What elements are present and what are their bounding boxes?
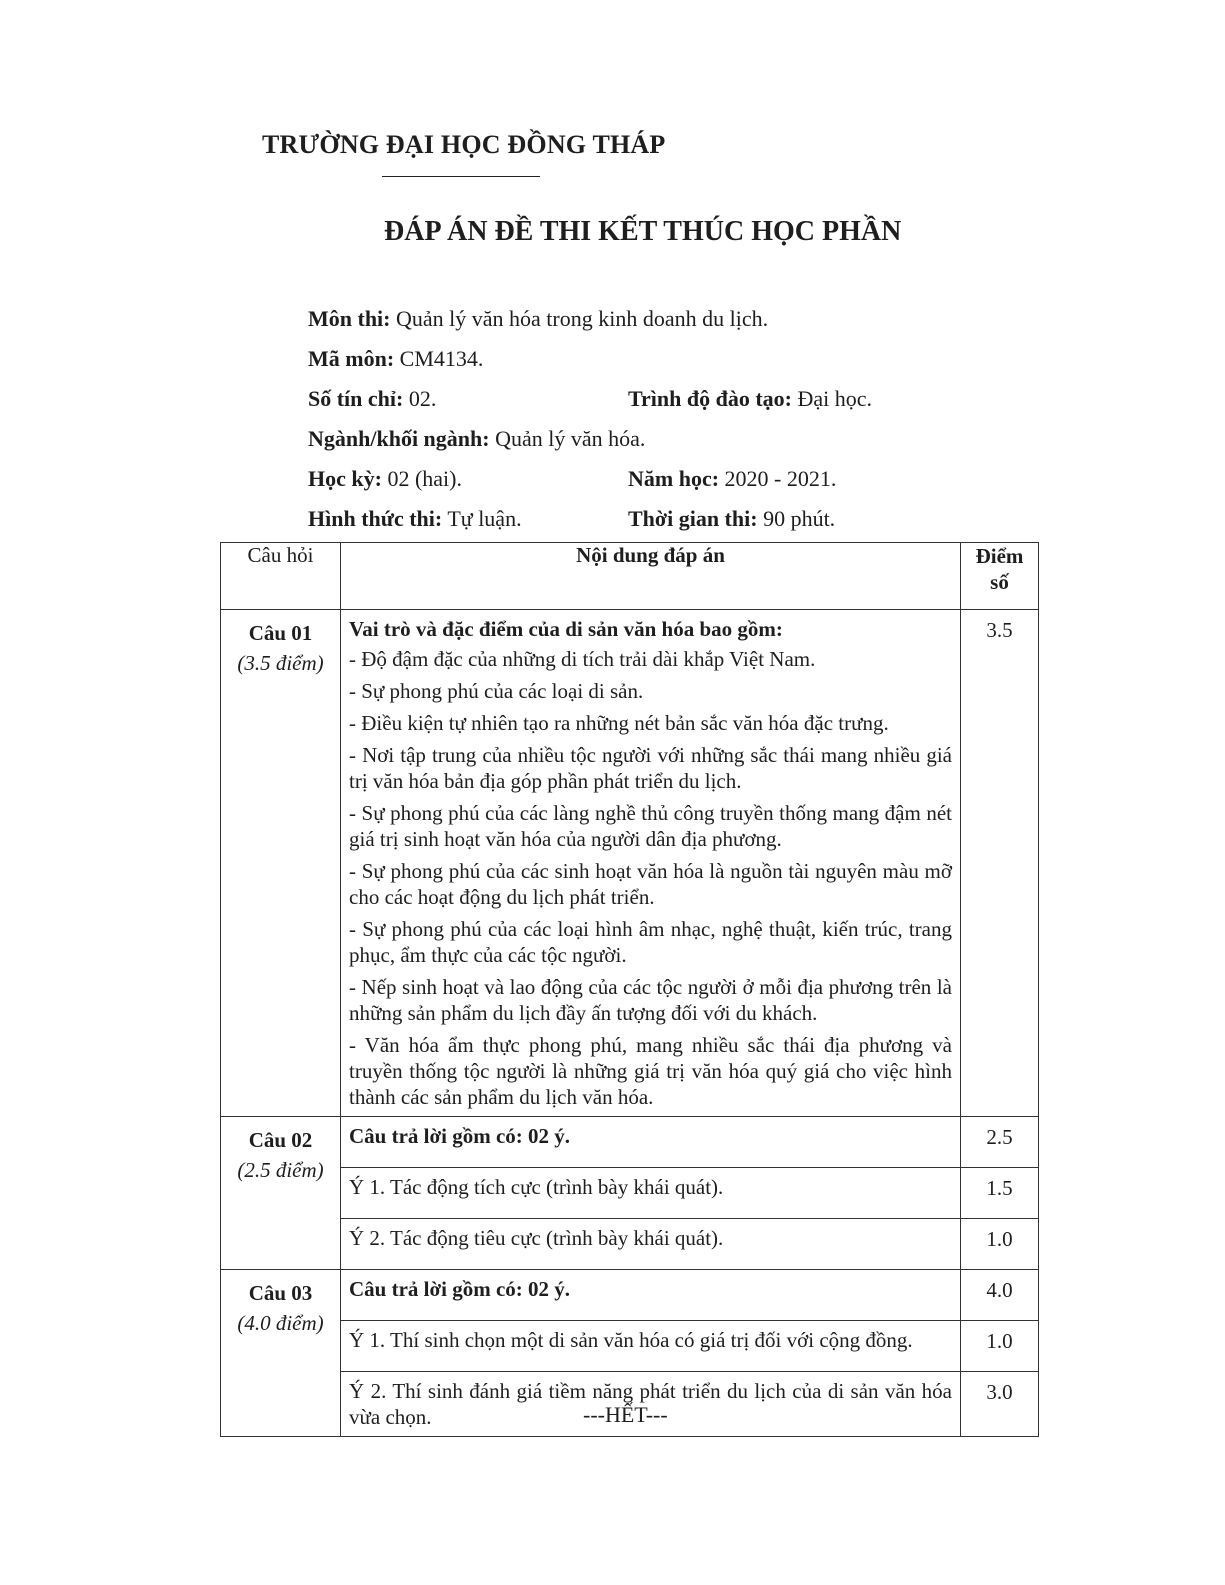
question-2-y2-row: [221, 1219, 1039, 1270]
question-2-score: 2.5: [961, 1117, 1039, 1168]
duration-label: Thời gian thi:: [628, 506, 758, 531]
header-score-line1: Điểm: [975, 544, 1024, 568]
question-1-item: - Điều kiện tự nhiên tạo ra những nét bản sắc văn hóa đặc trưng.: [349, 711, 889, 735]
question-3-cell: [221, 1270, 341, 1437]
question-3-lead-row: [221, 1270, 1039, 1321]
question-3-y2: Ý 2. Thí sinh đánh giá tiềm năng phát triển du lịch của di sản văn hóa vừa chọn.: [341, 1372, 961, 1437]
question-1-points: (3.5 điểm): [237, 651, 324, 675]
major-value: Quản lý văn hóa.: [489, 426, 646, 451]
question-2-y1-score: 1.5: [961, 1168, 1039, 1219]
major-label: Ngành/khối ngành:: [308, 426, 490, 451]
header-question: Câu hỏi: [221, 543, 341, 610]
question-3-y1-row: [221, 1321, 1039, 1372]
question-1-item: - Sự phong phú của các sinh hoạt văn hóa là nguồn tài nguyên màu mỡ cho các hoạt động du lịch phát triển.: [349, 859, 952, 909]
question-3-y2-score: 3.0: [961, 1372, 1039, 1437]
question-1-row: [221, 610, 1039, 1117]
course-code-value: CM4134.: [394, 346, 484, 371]
level-label: Trình độ đào tạo:: [628, 386, 793, 411]
semester-label: Học kỳ:: [308, 466, 382, 491]
info-course-code: [308, 346, 483, 372]
school-year-label: Năm học:: [628, 466, 720, 491]
question-1-item: - Sự phong phú của các loại hình âm nhạc, nghệ thuật, kiến trúc, trang phục, ẩm thực của các tộc người.: [349, 917, 952, 967]
level-value: Đại học.: [792, 386, 873, 411]
info-level: [628, 386, 872, 412]
question-2-y2-score: 1.0: [961, 1219, 1039, 1270]
school-underline: [382, 176, 540, 177]
question-3-y1: Ý 1. Thí sinh chọn một di sản văn hóa có giá trị đối với cộng đồng.: [341, 1321, 961, 1372]
end-marker: ---HẾT---: [583, 1402, 668, 1427]
question-1-cell: [221, 610, 341, 1117]
exam-format-label: Hình thức thi:: [308, 506, 443, 531]
header-content: Nội dung đáp án: [341, 543, 961, 610]
course-code-label: Mã môn:: [308, 346, 395, 371]
document-title: ĐÁP ÁN ĐỀ THI KẾT THÚC HỌC PHẦN: [384, 216, 902, 247]
question-1-lead: Vai trò và đặc điểm của di sản văn hóa bao gồm:: [349, 617, 783, 641]
question-2-lead-row: [221, 1117, 1039, 1168]
school-year-value: 2020 - 2021.: [719, 466, 837, 491]
header-score-line2: số: [990, 570, 1009, 594]
question-3-lead: [341, 1270, 961, 1321]
duration-value: 90 phút.: [757, 506, 836, 531]
question-2-lead: [341, 1117, 961, 1168]
question-1-item: - Nếp sinh hoạt và lao động của các tộc người ở mỗi địa phương trên là những sản phẩm du lịch đầy ấn tượng đối với du khách.: [349, 975, 952, 1025]
info-credits: [308, 386, 873, 412]
question-3-name: Câu 03: [248, 1281, 313, 1305]
table-header-row: [221, 543, 1039, 610]
info-school-year: [628, 466, 836, 492]
info-exam-format: [308, 506, 836, 532]
info-major: [308, 426, 645, 452]
question-1-item: - Văn hóa ẩm thực phong phú, mang nhiều sắc thái địa phương và truyền thống tộc người là những giá trị văn hóa quý giá cho việc hình thành các sản phẩm du lịch văn hóa.: [349, 1033, 952, 1109]
question-2-y2: Ý 2. Tác động tiêu cực (trình bày khái quát).: [341, 1219, 961, 1270]
question-1-item: - Độ đậm đặc của những di tích trải dài khắp Việt Nam.: [349, 647, 816, 671]
exam-format-value: Tự luận.: [442, 506, 522, 531]
question-2-name: Câu 02: [248, 1128, 313, 1152]
question-1-item: - Sự phong phú của các làng nghề thủ công truyền thống mang đậm nét giá trị sinh hoạt văn hóa của người dân địa phương.: [349, 801, 952, 851]
question-2-y1: Ý 1. Tác động tích cực (trình bày khái quát).: [341, 1168, 961, 1219]
question-3-y1-score: 1.0: [961, 1321, 1039, 1372]
info-duration: [628, 506, 835, 532]
question-2-cell: [221, 1117, 341, 1270]
question-1-content: [341, 610, 961, 1117]
question-2-points: (2.5 điểm): [237, 1158, 324, 1182]
subject-label: Môn thi:: [308, 306, 391, 331]
question-1-score: 3.5: [961, 610, 1039, 1117]
info-semester: [308, 466, 837, 492]
credits-label: Số tín chỉ:: [308, 386, 404, 411]
semester-value: 02 (hai).: [381, 466, 462, 491]
question-1-name: Câu 01: [248, 621, 313, 645]
answer-table: [220, 542, 1039, 1437]
question-1-item: - Sự phong phú của các loại di sản.: [349, 679, 644, 703]
question-3-lead-text: Câu trả lời gồm có: 02 ý.: [349, 1277, 571, 1301]
question-1-item: - Nơi tập trung của nhiều tộc người với những sắc thái mang nhiều giá trị văn hóa bản địa góp phần phát triển du lịch.: [349, 743, 952, 793]
question-2-lead-text: Câu trả lời gồm có: 02 ý.: [349, 1124, 571, 1148]
question-2-y1-row: [221, 1168, 1039, 1219]
info-subject: [308, 306, 768, 332]
school-name: TRƯỜNG ĐẠI HỌC ĐỒNG THÁP: [262, 130, 666, 159]
subject-value: Quản lý văn hóa trong kinh doanh du lịch.: [390, 306, 769, 331]
header-score: [961, 543, 1039, 610]
question-3-points: (4.0 điểm): [237, 1311, 324, 1335]
credits-value: 02.: [403, 386, 437, 411]
question-3-score: 4.0: [961, 1270, 1039, 1321]
